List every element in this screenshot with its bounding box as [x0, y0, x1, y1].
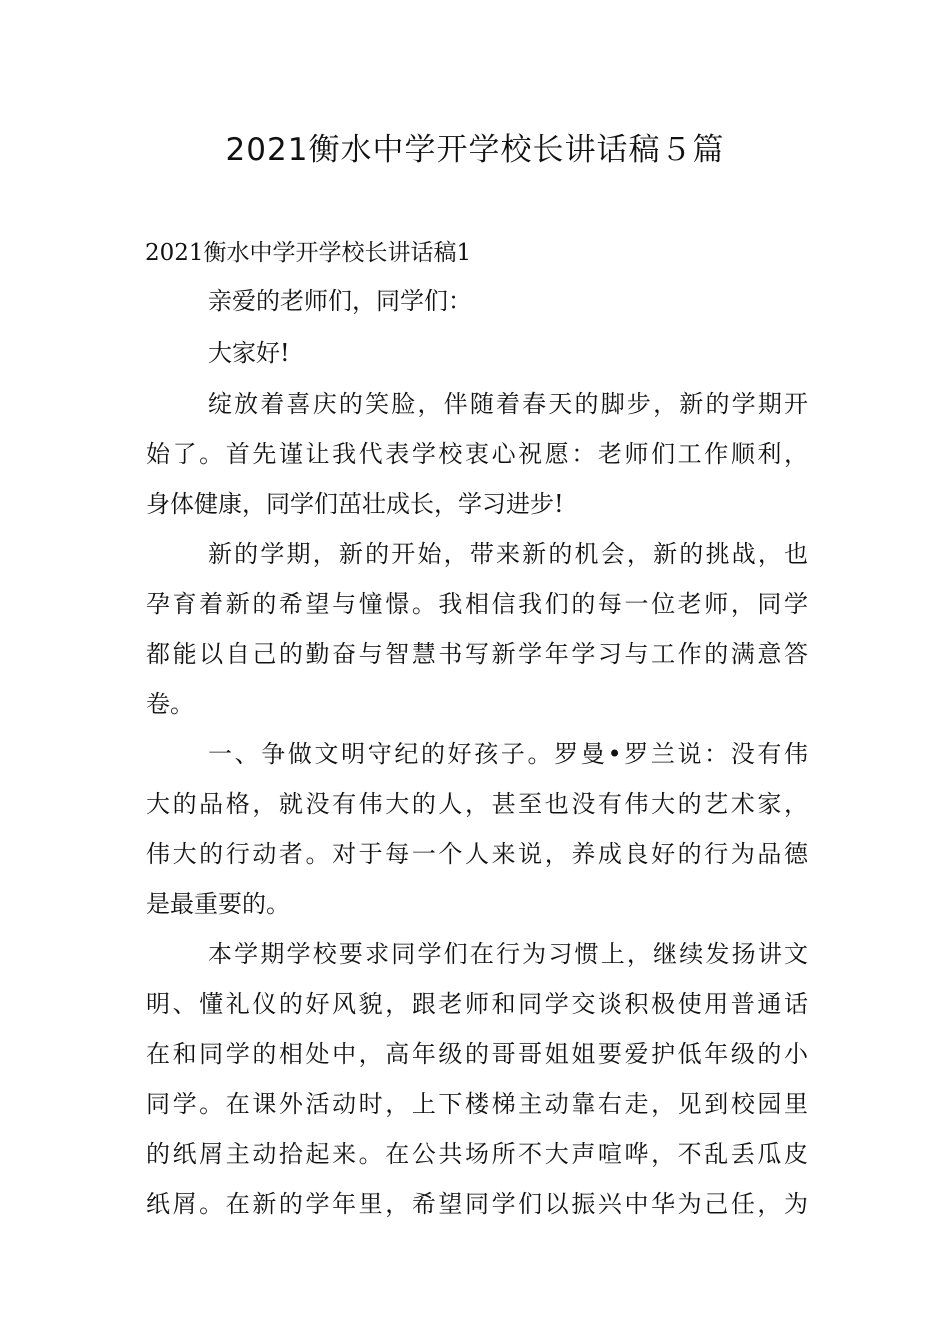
paragraph-line: 新的学期，新的开始，带来新的机会，新的挑战，也: [208, 540, 808, 568]
paragraph-line: 伟大的行动者。对于每一个人来说，养成良好的行为品德: [146, 840, 808, 868]
paragraph-line: 在和同学的相处中，高年级的哥哥姐姐要爱护低年级的小: [146, 1040, 808, 1068]
document-title: 2021衡水中学开学校长讲话稿５篇: [225, 132, 725, 168]
paragraph-line: 大的品格，就没有伟大的人，甚至也没有伟大的艺术家，: [146, 790, 808, 818]
paragraph-line: 同学。在课外活动时，上下楼梯主动靠右走，见到校园里: [146, 1090, 808, 1118]
greeting-line: 大家好!: [208, 339, 290, 367]
paragraph-line: 都能以自己的勤奋与智慧书写新学年学习与工作的满意答: [146, 640, 808, 668]
paragraph-line: 身体健康，同学们茁壮成长，学习进步!: [146, 490, 564, 518]
paragraph-line: 孕育着新的希望与憧憬。我相信我们的每一位老师，同学: [146, 590, 808, 618]
section-heading: 2021衡水中学开学校长讲话稿1: [145, 240, 472, 266]
paragraph-line: 是最重要的。: [146, 890, 290, 918]
paragraph-line: 一、争做文明守纪的好孩子。罗曼•罗兰说：没有伟: [208, 740, 808, 768]
paragraph-line: 本学期学校要求同学们在行为习惯上，继续发扬讲文: [208, 940, 808, 968]
paragraph-line: 卷。: [146, 690, 194, 718]
paragraph-line: 明、懂礼仪的好风貌，跟老师和同学交谈积极使用普通话: [146, 990, 808, 1018]
paragraph-line: 的纸屑主动拾起来。在公共场所不大声喧哗，不乱丢瓜皮: [146, 1140, 808, 1168]
salutation-line: 亲爱的老师们，同学们：: [208, 287, 472, 315]
paragraph-line: 纸屑。在新的学年里，希望同学们以振兴中华为己任，为: [146, 1190, 808, 1218]
paragraph-line: 绽放着喜庆的笑脸，伴随着春天的脚步，新的学期开: [208, 390, 808, 418]
paragraph-line: 始了。首先谨让我代表学校衷心祝愿：老师们工作顺利，: [146, 440, 808, 468]
